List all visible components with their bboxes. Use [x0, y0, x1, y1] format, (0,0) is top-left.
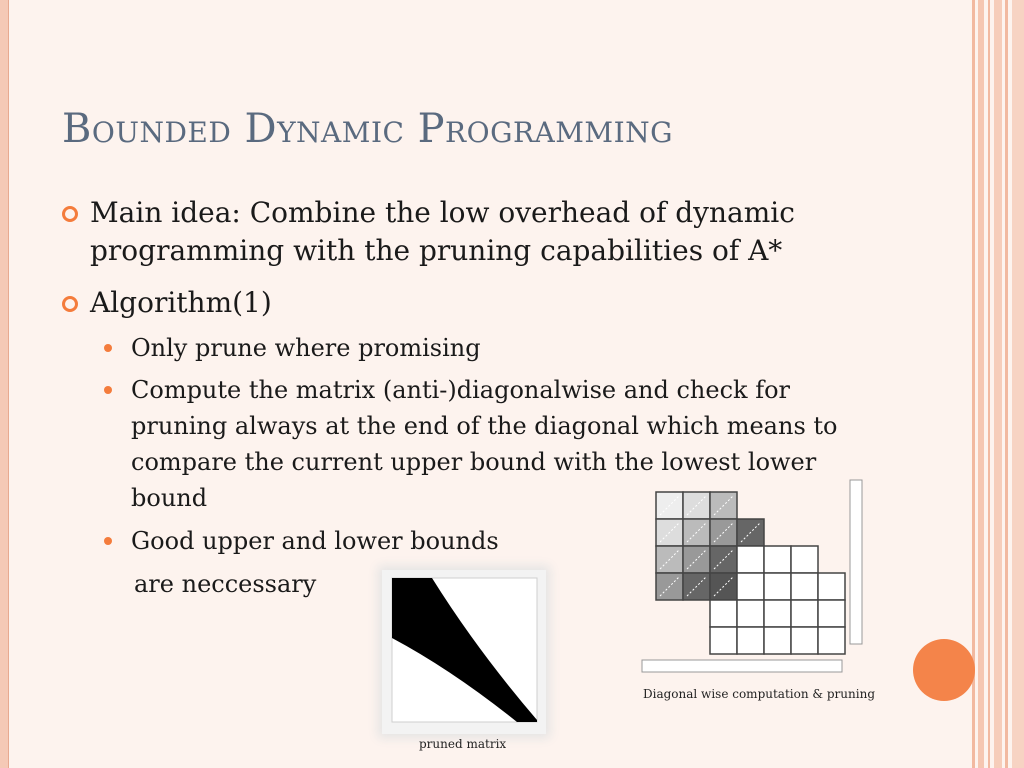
bullet-text: Main idea: Combine the low overhead of dynamic programming with the pruning capabilities of A*	[90, 196, 795, 267]
left-border-decoration	[0, 0, 8, 768]
bullet-dot-icon	[104, 537, 112, 545]
slide-title: Bounded Dynamic Programming	[62, 106, 674, 152]
sub-bullet-text: Only prune where promising	[131, 334, 481, 362]
sub-bullet-text: Good upper and lower bounds	[131, 527, 499, 555]
sub-bullet-text: Compute the matrix (anti-)diagonalwise and check for pruning always at the end of the diagonal which means to compare the current upper bound with the lowest lower bound	[131, 376, 838, 512]
pruned-matrix-graphic	[382, 570, 546, 734]
bullet-ring-icon	[62, 296, 78, 312]
bullet-dot-icon	[104, 386, 112, 394]
bullet-dot-icon	[104, 344, 112, 352]
diagonal-grid-graphic	[640, 476, 876, 682]
bullet-text: Algorithm(1)	[90, 286, 272, 319]
bullet-ring-icon	[62, 206, 78, 222]
orange-circle-decoration	[913, 639, 975, 701]
continuation-text: are neccessary	[134, 570, 317, 598]
pruned-matrix-image	[382, 570, 546, 734]
right-stripe-decoration	[972, 0, 1024, 768]
diagonal-grid-image	[640, 476, 876, 682]
diagonal-caption: Diagonal wise computation & pruning	[643, 687, 875, 701]
pruned-matrix-caption: pruned matrix	[419, 737, 507, 751]
